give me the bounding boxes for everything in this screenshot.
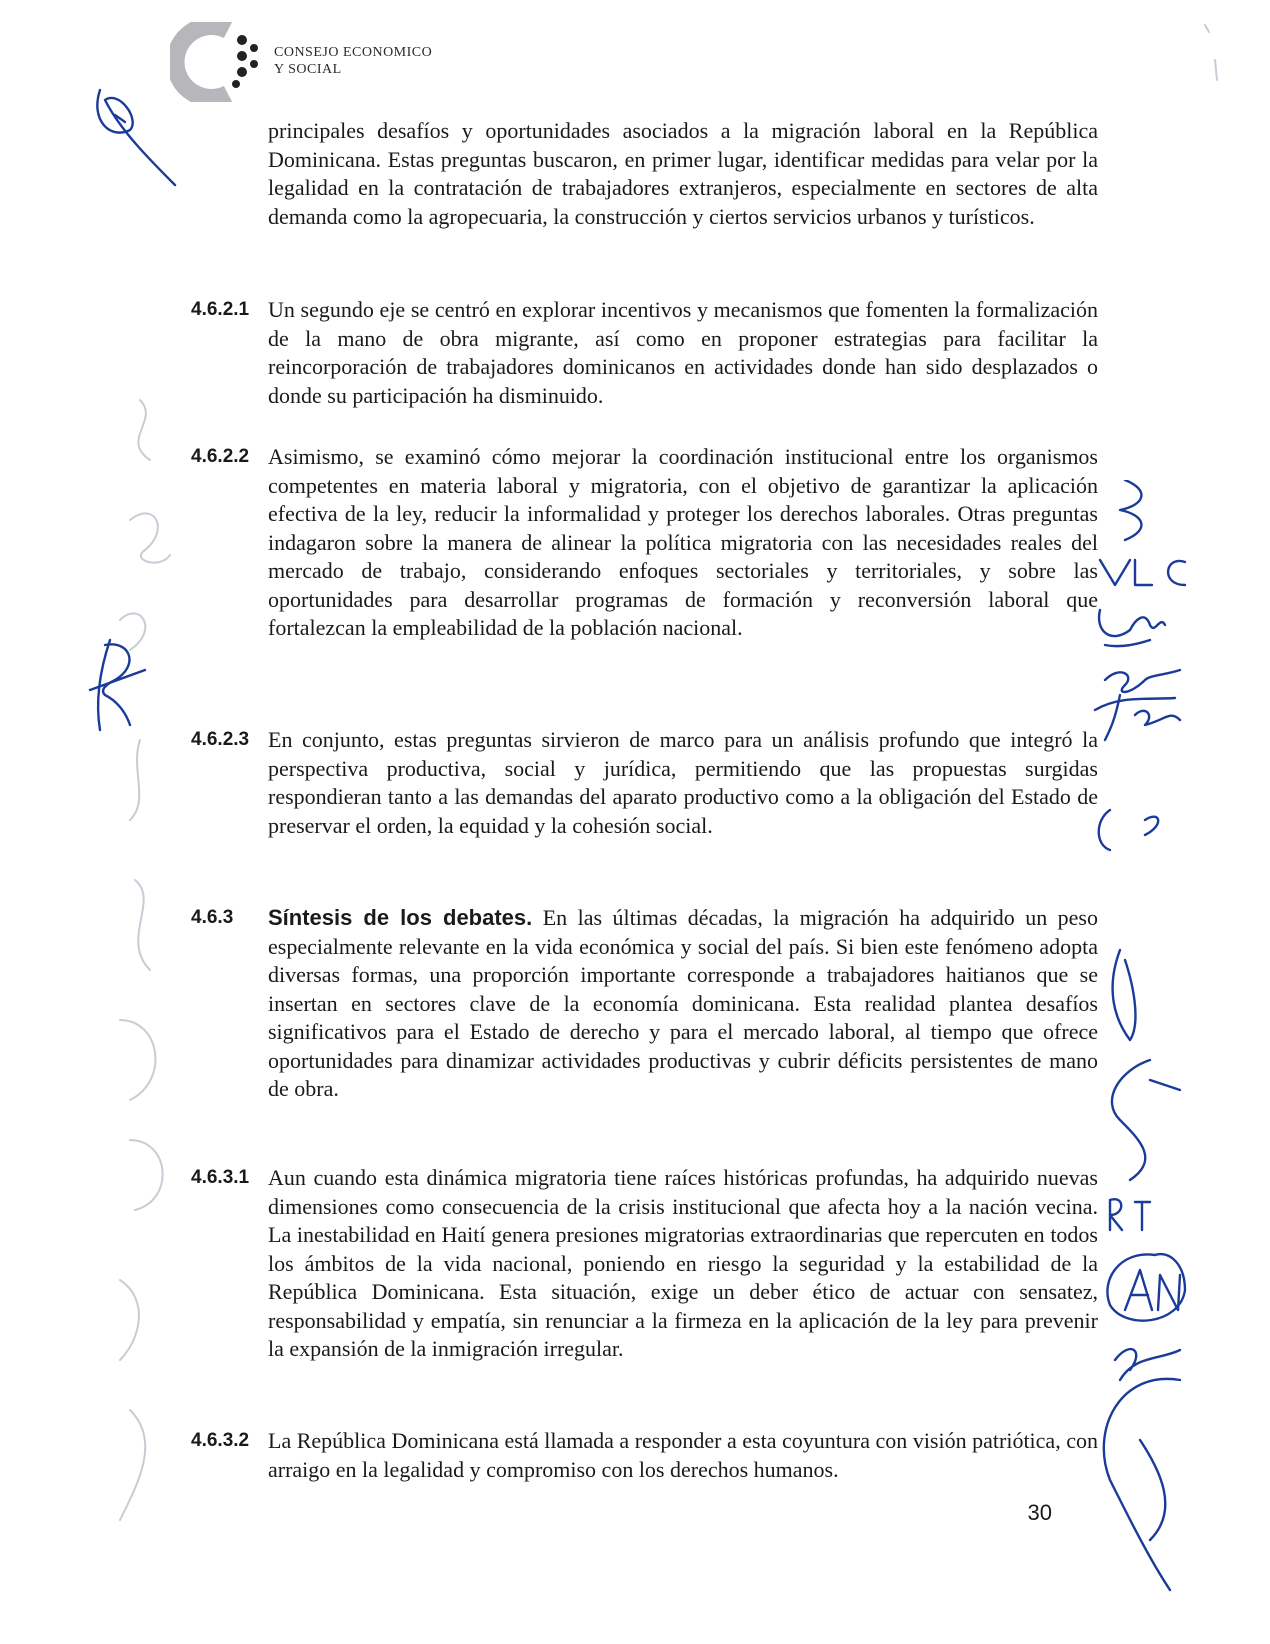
org-name-line2: Y SOCIAL: [274, 62, 342, 77]
section-number: 4.6.3: [191, 907, 234, 928]
org-name: [274, 44, 432, 78]
intro-text: principales desafíos y oportunidades asociados a la migración laboral en la República Dominicana. Estas preguntas buscaron, en primer lugar, identificar medidas para velar por la legalidad en la contratación de trabajadores extranjeros, especialmente en sectores de alta demanda como la agropecuaria, la construcción y ciertos servicios urbanos y turísticos.: [268, 118, 1098, 229]
intro-paragraph: [268, 117, 1098, 231]
section-text: La República Dominicana está llamada a responder a esta coyuntura con visión patriótica, con arraigo en la legalidad y compromiso con los derechos humanos.: [268, 1428, 1098, 1482]
section-text: Aun cuando esta dinámica migratoria tiene raíces históricas profundas, ha adquirido nuevas dimensiones como consecuencia de la crisis institucional que afecta hoy a la nación vecina. La inestabilidad en Haití genera presiones migratorias extraordinarias que repercuten en todos los ámbitos de la vida nacional, poniendo en riesgo la seguridad y la estabilidad de la República Dominicana. Esta situación, exige un deber ético de actuar con sensatez, responsabilidad y empatía, sin renunciar a la firmeza en la aplicación de la ley para prevenir la expansión de la inmigración irregular.: [268, 1165, 1098, 1361]
section-text: Asimismo, se examinó cómo mejorar la coordinación institucional entre los organismos competentes en materia laboral y migratoria, con el objetivo de garantizar la aplicación efectiva de la ley, reducir la informalidad y proteger los derechos laborales. Otras preguntas indagaron sobre la manera de alinear la política migratoria con las necesidades reales del mercado de trabajo, considerando enfoques sectoriales y territoriales, y sobre las oportunidades para desarrollar programas de formación y reconversión laboral que fortalezcan la empleabilidad de la población nacional.: [268, 444, 1098, 640]
section-number: 4.6.3.2: [191, 1430, 250, 1451]
page-number: 30: [1027, 1500, 1052, 1525]
section-paragraph: [268, 904, 1098, 1104]
section-paragraph: [268, 1427, 1098, 1484]
section-paragraph: [268, 296, 1098, 410]
signature-icon: [80, 60, 190, 190]
signature-column-icon: [1090, 480, 1220, 1610]
svg-text:ES: ES: [192, 52, 222, 77]
section-number: 4.6.2.2: [191, 446, 250, 467]
faded-signature-icon: [100, 380, 190, 1580]
section-number: 4.6.3.1: [191, 1167, 250, 1188]
section-text: En conjunto, estas preguntas sirvieron de marco para un análisis profundo que integró la perspectiva productiva, social y jurídica, permitiendo que las propuestas surgidas respondieran tanto a las demandas del aparato productivo como a la obligación del Estado de preservar el orden, la equidad y la cohesión social.: [268, 727, 1098, 838]
section-number: 4.6.2.3: [191, 729, 250, 750]
faded-mark-icon: [1195, 20, 1235, 140]
section-paragraph: [268, 726, 1098, 840]
section-heading: Síntesis de los debates.: [268, 905, 533, 930]
section-paragraph: [268, 1164, 1098, 1364]
section-text: En las últimas décadas, la migración ha adquirido un peso especialmente relevante en la vida económica y social del país. Si bien este fenómeno adopta diversas formas, una proporción importante corresponde a trabajadores haitianos que se insertan en sectores clave de la economía dominicana. Esta realidad plantea desafíos significativos para el Estado de derecho y para el mercado laboral, al tiempo que ofrece oportunidades para dinamizar actividades productivas y cubrir déficits persistentes de mano de obra.: [268, 905, 1098, 1101]
org-name-line1: CONSEJO ECONOMICO: [274, 45, 433, 60]
section-number: 4.6.2.1: [191, 299, 250, 320]
section-text: Un segundo eje se centró en explorar incentivos y mecanismos que fomenten la formalización de la mano de obra migrante, así como en proponer estrategias para facilitar la reincorporación de trabajadores dominicanos en actividades donde han sido desplazados o donde su participación ha disminuido.: [268, 297, 1098, 408]
section-paragraph: [268, 443, 1098, 643]
ces-logo: [170, 22, 450, 102]
